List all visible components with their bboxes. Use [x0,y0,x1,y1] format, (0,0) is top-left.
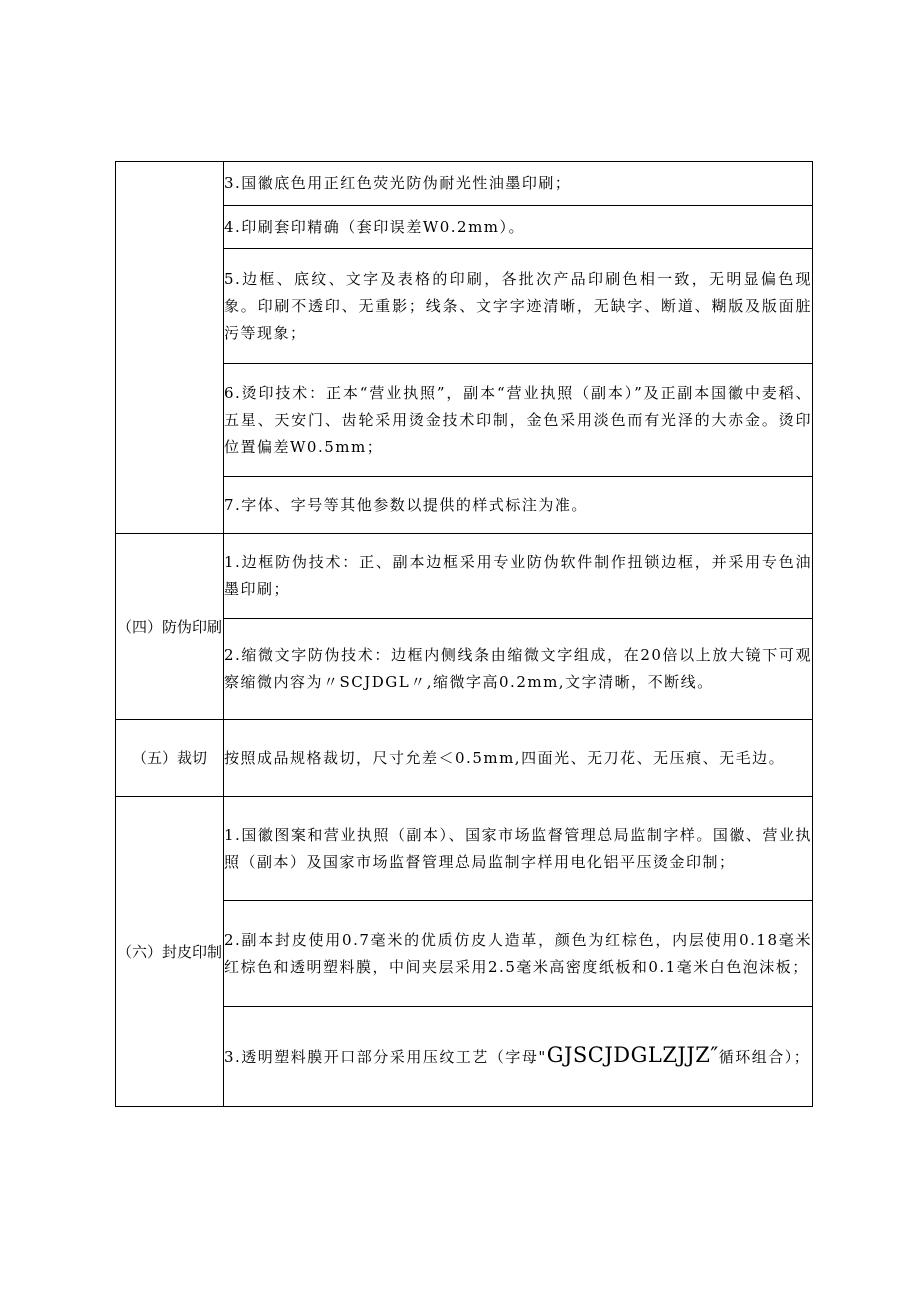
section-label-anti-counterfeit: （四）防伪印刷 [116,534,224,720]
content-cell [224,534,813,619]
content-cell [224,720,813,797]
section-label-cover-printing: （六）封皮印制 [116,797,224,1107]
item-text: 4.印刷套印精确（套印误差W0.2mm）。 [224,217,526,236]
content-cell [224,901,813,1007]
table-row [116,720,813,797]
item-text: 5.边框、底纹、文字及表格的印刷，各批次产品印刷色相一致，无明显偏色现象。印刷不透印、无重影；线条、文字字迹清晰，无缺字、断道、糊版及版面脏污等现象； [224,269,812,342]
item-text: 2.副本封皮使用0.7毫米的优质仿皮人造革，颜色为红棕色，内层使用0.18毫米红棕色和透明塑料膜，中间夹层采用2.5毫米高密度纸板和0.1毫米白色泡沫板； [224,930,812,976]
item-text-part: 3.透明塑料膜开口部分采用压纹工艺（字母" [224,1048,547,1066]
table-row [116,797,813,901]
content-cell [224,364,813,477]
item-text: 按照成品规格裁切，尺寸允差＜0.5mm,四面光、无刀花、无压痕、无毛边。 [224,748,786,767]
item-text: 2.缩微文字防伪技术：边框内侧线条由缩微文字组成，在20倍以上放大镜下可观察缩微内容为〃SCJDGL〃,缩微字高0.2mm,文字清晰，不断线。 [224,646,812,691]
content-cell [224,797,813,901]
content-cell [224,477,813,534]
table-row [116,162,813,206]
item-text: 6.烫印技术：正本“营业执照”，副本“营业执照（副本）”及正副本国徽中麦稻、五星、天安门、齿轮采用烫金技术印制，金色采用淡色而有光泽的大赤金。烫印位置偏差W0.5mm； [224,383,812,456]
item-text: 1.边框防伪技术：正、副本边框采用专业防伪软件制作扭锁边框，并采用专色油墨印刷； [224,553,812,598]
item-text: 7.字体、字号等其他参数以提供的样式标注为准。 [224,495,588,514]
content-cell [224,249,813,364]
section-label-cutting: （五）裁切 [116,720,224,797]
item-text: 1.国徽图案和营业执照（副本）、国家市场监督管理总局监制字样。国徽、营业执照（副本）及国家市场监督管理总局监制字样用电化铝平压烫金印制； [224,825,812,871]
embossed-letters: GJSCJDGLZJJZ″ [546,1043,719,1067]
table-row [116,534,813,619]
item-text: 3.国徽底色用正红色荧光防伪耐光性油墨印刷； [224,174,572,192]
section-label [116,162,224,534]
content-cell [224,619,813,720]
item-text-part: 循环组合）； [718,1048,811,1066]
content-cell [224,162,813,206]
content-cell [224,206,813,249]
item-text-embossing [224,1042,812,1071]
content-cell [224,1007,813,1107]
spec-table [115,161,813,1107]
